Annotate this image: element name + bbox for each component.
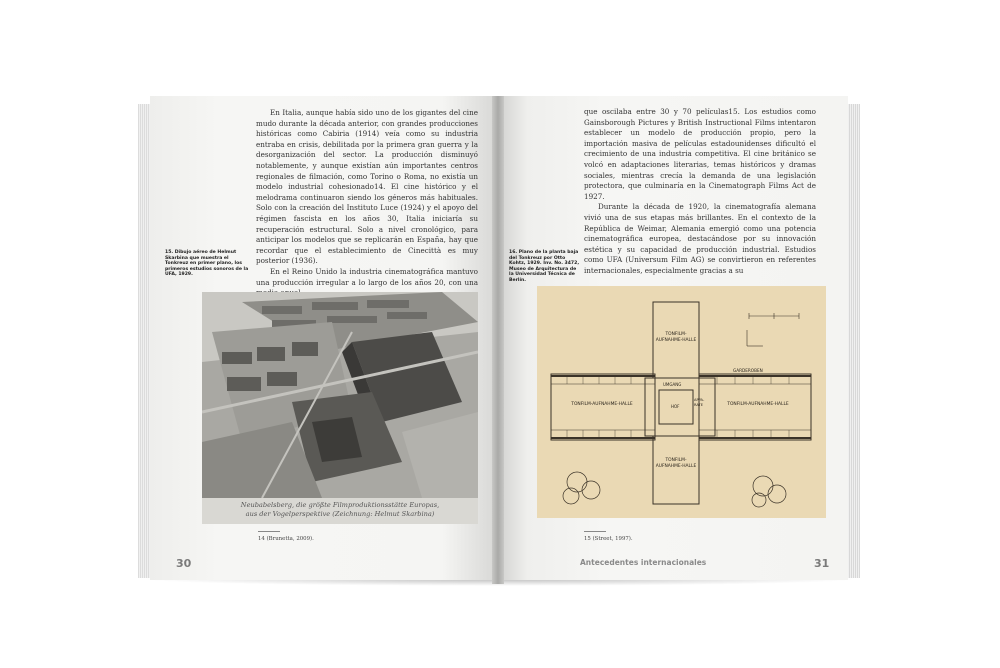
left-paragraph-1: En Italia, aunque había sido uno de los gigantes del cine mudo durante la década anterior, con grandes producciones históricas como Cabiria (1914) veía como su industria entraba en crisis, debilitada por la primera gran guerra y la desorganización del sector. La producción disminuyó notablemente, y aunque existían aún importantes centros regionales de filmación, como Torino o Roma, no existía un modelo industrial cohesionado14. El cine histórico y el melodrama continuaron siendo los géneros más habituales. Solo con la creación del Instituto Luce (1924) y el apoyo del régimen fascista en los años 30, Italia iniciaría su recuperación estructural. Solo a nivel cronológico, para anticipar los modelos que se replicarán en España, hay que recordar que el establecimiento de Cinecittà es muy posterior (1936). [256,108,478,266]
photo-caption-line-2: aus der Vogelperspektive (Zeichnung: Helmut Skarbina) [245,510,435,518]
left-footnote-rule [258,531,280,532]
running-head: Antecedentes internacionales [580,558,707,567]
right-paragraph-2: Durante la década de 1920, la cinematografía alemana vivió una de sus etapas más brillantes. En el contexto de la República de Weimar, Alemania emergió como una potencia cinematográfica europea, destacándose por su innovación estética y su capacidad de producción industrial. Estudios como UFA (Universum Film AG) se convirtieron en referentes internacionales, especialmente gracias a su [584,202,816,275]
plan-label-garderoben: GARDEROBEN [733,368,763,373]
right-folio: 31 [814,557,830,570]
left-paragraph-2: En el Reino Unido la industria cinematográfica mantuvo una producción irregular a lo largo de los años 20, con una [256,266,478,287]
aerial-drawing [202,292,478,498]
plan-label-hall-left: TONFILM-AUFNAHME-HALLE [571,402,633,407]
plan-label-hall-top: TONFILM-AUFNAHME-HALLE [655,332,697,343]
photo-caption-line-1: Neubabelsberg, die größte Filmproduktionsstätte Europas, [240,501,440,509]
right-body-text [584,107,816,277]
right-paragraph-1: que oscilaba entre 30 y 70 películas15. Los estudios como Gainsborough Pictures y British Instructional Films intentaron establecer un modelo de producción propio, pero la importación masiva de películas estadounidenses dificultó el crecimiento de una industria competitiva. El cine británico se volcó en adaptaciones literarias, temas históricos y dramas sociales, mientras crecía la demanda de una legislación protectora, que culminaría en la Cinematograph Films Act de 1927. [584,107,816,201]
left-footnote: 14 (Brunetta, 2009). [258,536,314,542]
right-page-edges [846,104,860,578]
book-spine [492,96,504,584]
aerial-photo-ufa [202,292,478,524]
tonkreuz-floor-plan [537,286,826,518]
plan-label-umgang: UMGANG [663,382,682,387]
plan-label-hall-bottom: TONFILM-AUFNAHME-HALLE [655,458,697,469]
right-footnote-rule [584,531,606,532]
left-folio: 30 [176,557,192,570]
right-figure-caption: 16. Plano de la planta baja del Tonkreuz por Otto Kohtz, 1929. Inv. No. 3472, Museo de Arquitectura de la Universidad Técnica de Berlín. [509,250,580,283]
photo-inset-caption [202,498,478,524]
plan-label-hof: HOF [671,404,680,409]
left-body-text [256,108,478,299]
left-figure-caption: 15. Dibujo aéreo de Helmut Skarbina que muestra el Tonkreuz en primer plano, los primeros estudios sonoros de la UFA, 1929. [165,250,249,278]
plan-label-apparate: APPA-RATE [694,398,705,407]
right-footnote: 15 (Street, 1997). [584,536,633,542]
plan-label-hall-right: TONFILM-AUFNAHME-HALLE [727,402,789,407]
